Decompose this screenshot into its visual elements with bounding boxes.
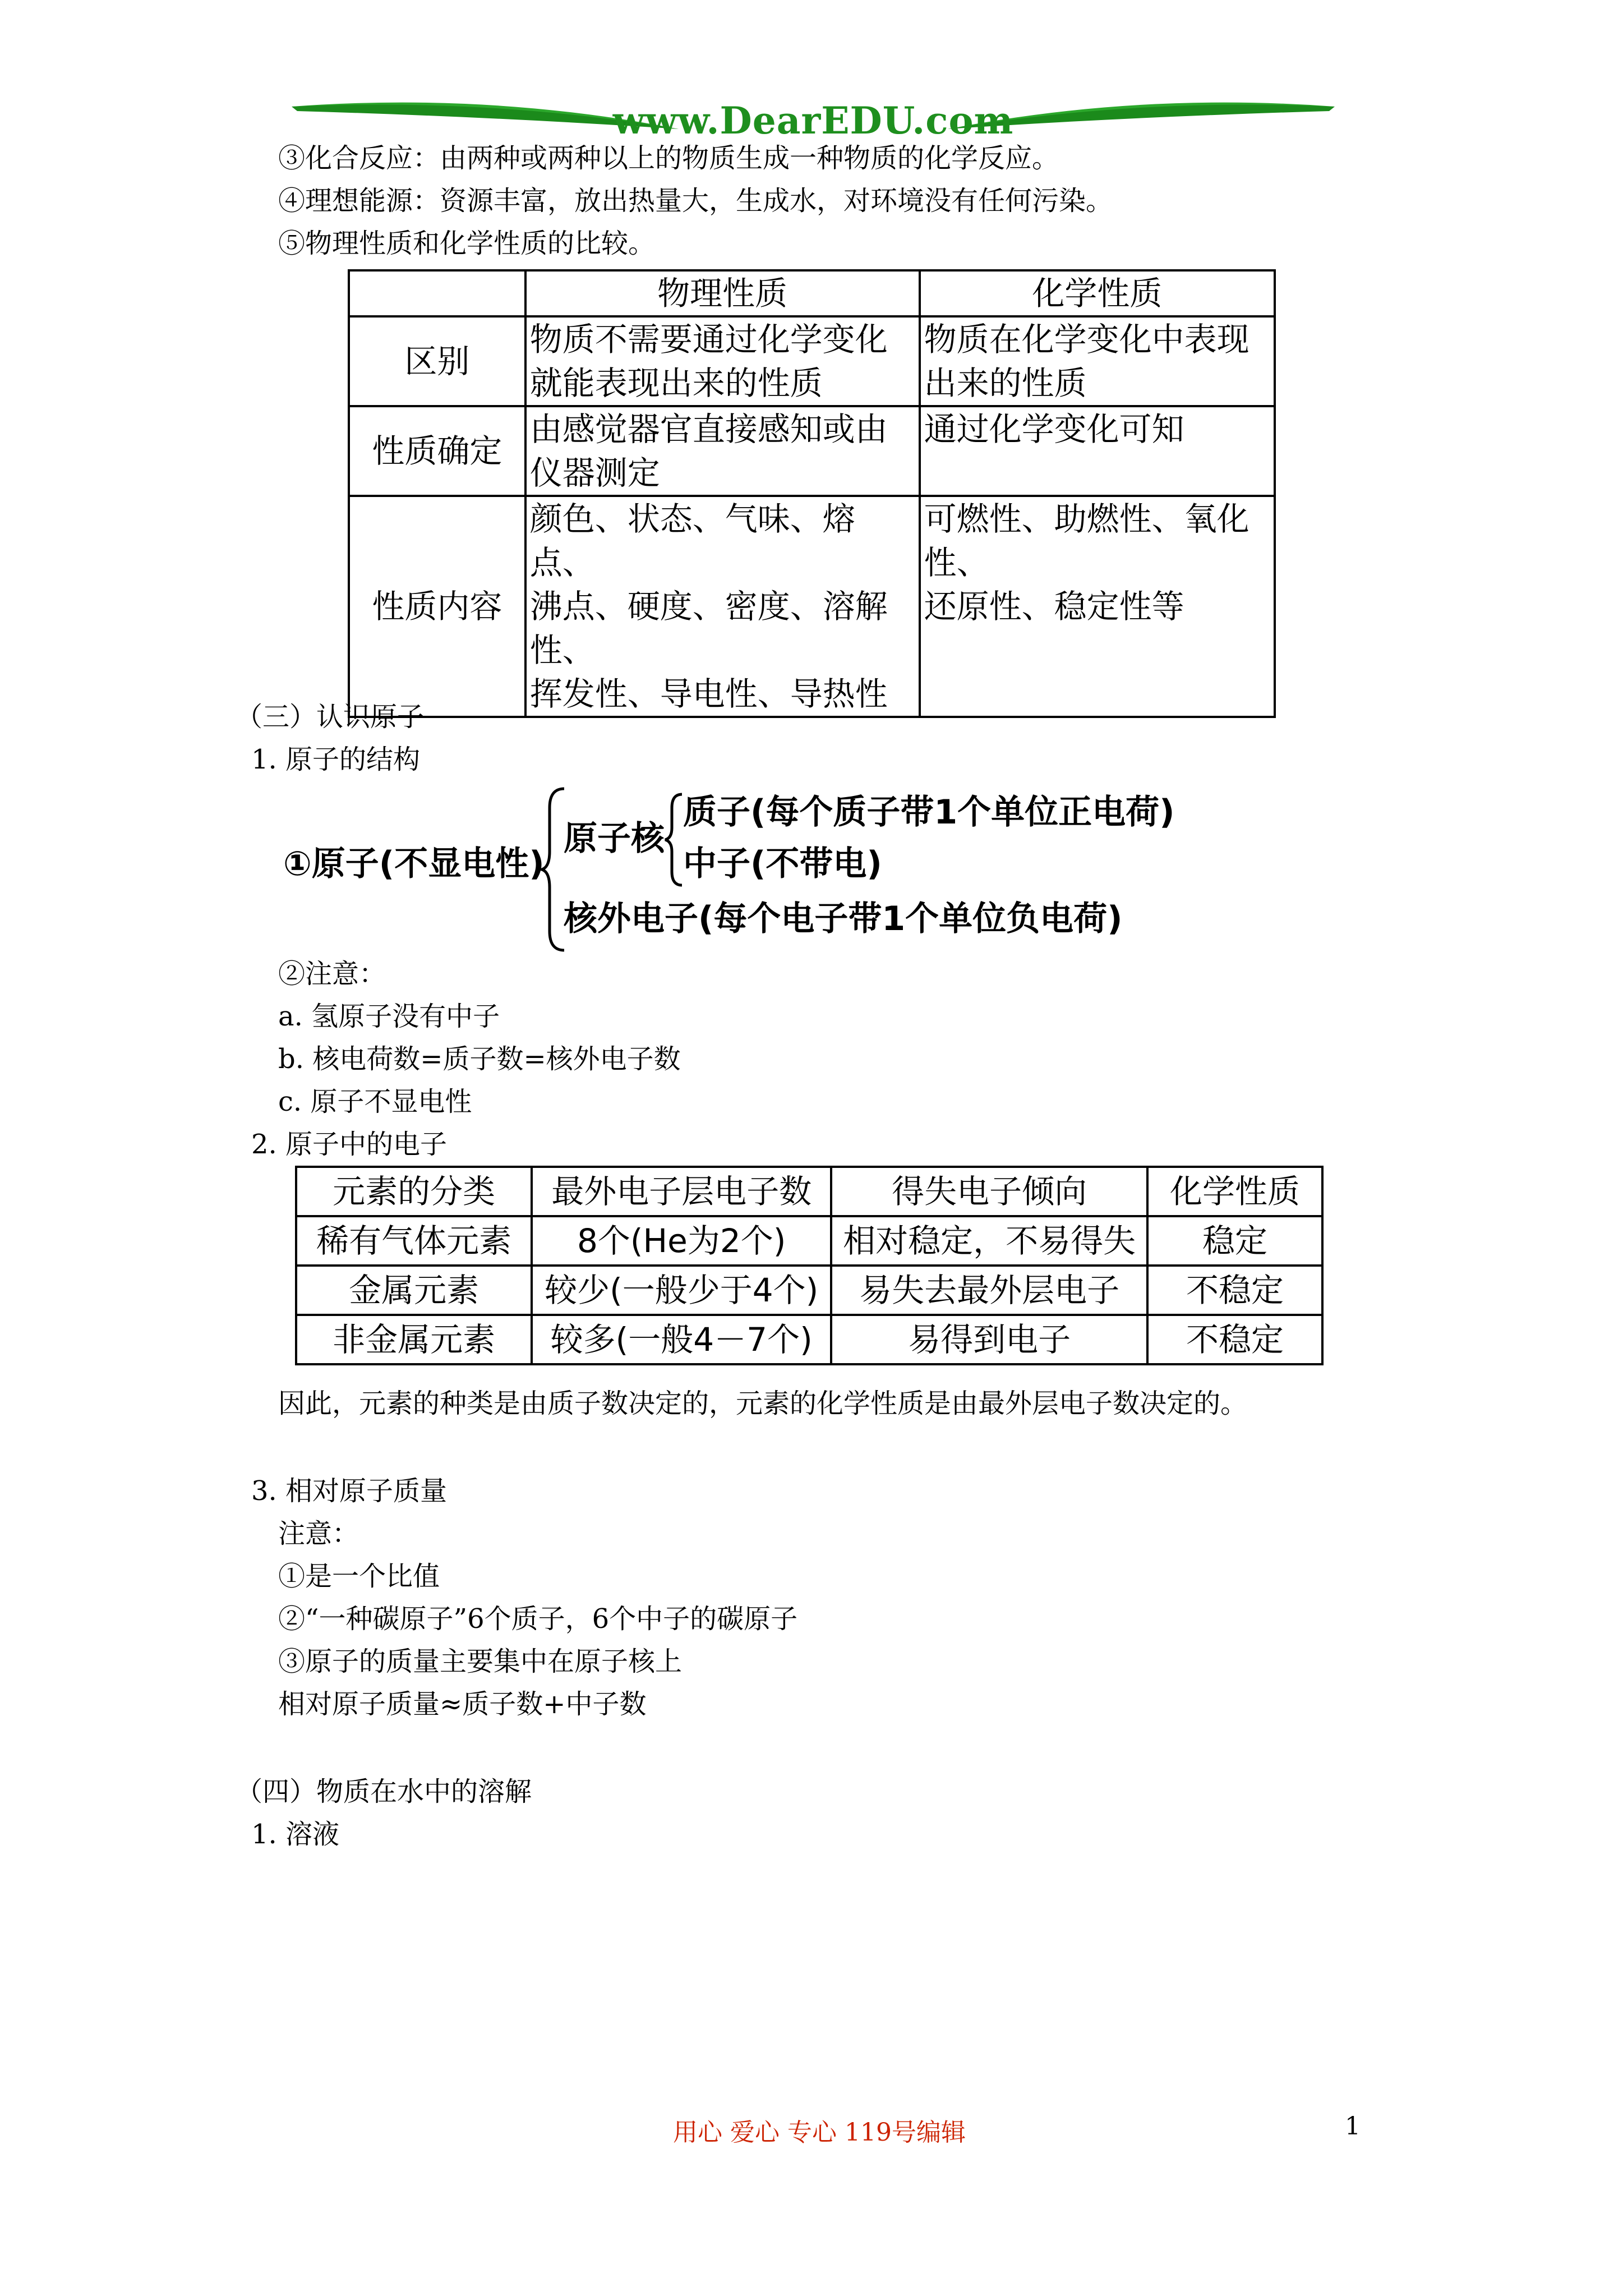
table-cell: 8个(He为2个) xyxy=(532,1216,831,1266)
notes-title: ②注意： xyxy=(278,958,386,990)
cell-line: 颜色、状态、气味、熔点、 xyxy=(529,500,855,582)
header-cell: 最外电子层电子数 xyxy=(532,1167,831,1216)
cell-line: 由感觉器官直接感知或由 xyxy=(529,410,888,448)
mass-note-line: 注意： xyxy=(278,1518,359,1549)
cell-line: 仪器测定 xyxy=(529,454,660,492)
cell-line: 通过化学变化可知 xyxy=(924,410,1184,448)
intro-line-combination-reaction: ③化合反应：由两种或两种以上的物质生成一种物质的化学反应。 xyxy=(278,142,1059,174)
table-cell: 易得到电子 xyxy=(831,1315,1147,1364)
mass-note-line: ③原子的质量主要集中在原子核上 xyxy=(278,1646,683,1677)
row-label: 区别 xyxy=(349,316,525,406)
row-label: 性质内容 xyxy=(349,496,525,717)
chemical-cell xyxy=(920,496,1275,717)
table-row xyxy=(349,406,1275,496)
table-row xyxy=(349,496,1275,717)
intro-line-ideal-energy: ④理想能源：资源丰富，放出热量大，生成水，对环境没有任何污染。 xyxy=(278,185,1113,217)
table-header-row xyxy=(349,270,1275,316)
diagram-proton-label: 质子(每个质子带1个单位正电荷) xyxy=(683,793,1175,832)
mass-formula-line: 相对原子质量≈质子数+中子数 xyxy=(278,1688,647,1720)
cell-line: 物质在化学变化中表现 xyxy=(924,320,1249,358)
diagram-nucleus-label: 原子核 xyxy=(564,819,665,858)
diagram-neutron-label: 中子(不带电) xyxy=(683,844,882,884)
table-cell: 较少(一般少于4个) xyxy=(532,1266,831,1315)
footer-slogan: 用心 爱心 专心 119号编辑 xyxy=(673,2118,966,2147)
header-cell: 元素的分类 xyxy=(296,1167,532,1216)
mass-note-line: ②“一种碳原子”6个质子，6个中子的碳原子 xyxy=(278,1603,798,1635)
item-solution: 1. 溶液 xyxy=(251,1819,340,1850)
table-row xyxy=(296,1216,1322,1266)
cell-line: 还原性、稳定性等 xyxy=(924,587,1184,625)
conclusion-text: 因此，元素的种类是由质子数决定的，元素的化学性质是由最外层电子数决定的。 xyxy=(278,1388,1248,1419)
note-item: b. 核电荷数=质子数=核外电子数 xyxy=(278,1043,681,1075)
cell-line: 物质不需要通过化学变化 xyxy=(529,320,888,358)
element-classification-table xyxy=(295,1166,1324,1365)
section-title-atom: （三）认识原子 xyxy=(236,701,425,733)
item-atom-structure: 1. 原子的结构 xyxy=(251,744,421,775)
physical-cell xyxy=(525,496,920,717)
cell-line: 出来的性质 xyxy=(924,364,1087,402)
header-cell-empty xyxy=(349,270,525,316)
cell-line: 就能表现出来的性质 xyxy=(529,364,823,402)
note-item: a. 氢原子没有中子 xyxy=(278,1001,500,1032)
table-cell: 不稳定 xyxy=(1147,1266,1322,1315)
header-cell-physical: 物理性质 xyxy=(525,270,920,316)
properties-comparison-table xyxy=(348,269,1276,718)
physical-cell xyxy=(525,406,920,496)
header-cell-chemical: 化学性质 xyxy=(920,270,1275,316)
inner-brace-icon xyxy=(663,792,685,887)
header-cell: 化学性质 xyxy=(1147,1167,1322,1216)
header-cell: 得失电子倾向 xyxy=(831,1167,1147,1216)
diagram-electron-label: 核外电子(每个电子带1个单位负电荷) xyxy=(564,899,1123,938)
table-cell: 不稳定 xyxy=(1147,1315,1322,1364)
table-cell: 稀有气体元素 xyxy=(296,1216,532,1266)
table-cell: 非金属元素 xyxy=(296,1315,532,1364)
intro-line-comparison: ⑤物理性质和化学性质的比较。 xyxy=(278,228,656,259)
row-label: 性质确定 xyxy=(349,406,525,496)
table-row xyxy=(296,1266,1322,1315)
item-relative-mass: 3. 相对原子质量 xyxy=(251,1475,448,1507)
cell-line: 沸点、硬度、密度、溶解性、 xyxy=(529,587,888,669)
diagram-atom-label: ①原子(不显电性) xyxy=(283,844,545,884)
chemical-cell xyxy=(920,316,1275,406)
section-title-dissolution: （四）物质在水中的溶解 xyxy=(236,1776,532,1807)
table-row xyxy=(349,316,1275,406)
table-cell: 稳定 xyxy=(1147,1216,1322,1266)
table-cell: 较多(一般4－7个) xyxy=(532,1315,831,1364)
table-cell: 易失去最外层电子 xyxy=(831,1266,1147,1315)
logo-text: www.DearEDU.com xyxy=(612,99,1014,142)
physical-cell xyxy=(525,316,920,406)
table-row xyxy=(296,1315,1322,1364)
cell-line: 可燃性、助燃性、氧化性、 xyxy=(924,500,1249,582)
mass-note-line: ①是一个比值 xyxy=(278,1561,440,1592)
table-cell: 相对稳定，不易得失 xyxy=(831,1216,1147,1266)
chemical-cell xyxy=(920,406,1275,496)
cell-line: 挥发性、导电性、导热性 xyxy=(529,675,888,713)
note-item: c. 原子不显电性 xyxy=(278,1086,472,1117)
item-electrons: 2. 原子中的电子 xyxy=(251,1129,448,1160)
page-number: 1 xyxy=(1345,2112,1361,2141)
table-cell: 金属元素 xyxy=(296,1266,532,1315)
table-header-row xyxy=(296,1167,1322,1216)
